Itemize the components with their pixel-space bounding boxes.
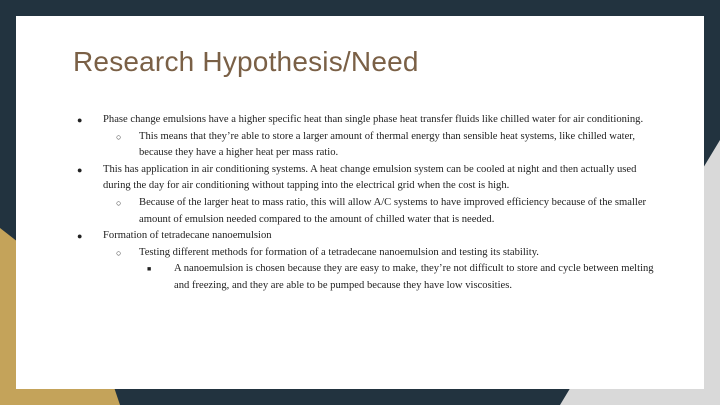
bullet-item bbox=[75, 228, 665, 245]
filled-circle-bullet-icon: ● bbox=[77, 115, 83, 125]
filled-circle-bullet-icon: ● bbox=[77, 231, 83, 242]
bullet-text: Phase change emulsions have a higher specific heat than single phase heat transfer fluids like chilled water for air conditioning. bbox=[103, 114, 644, 125]
bullet-list bbox=[75, 112, 665, 295]
sub-bullet-item bbox=[75, 195, 665, 228]
filled-square-bullet-icon: ■ bbox=[147, 265, 152, 274]
sub-sub-bullet-text: A nanoemulsion is chosen because they are easy to make, they’re not difficult to store and cycle between melting and freezing, and they are able to be pumped because they have low viscosities. bbox=[174, 263, 654, 291]
hollow-circle-bullet-icon: ○ bbox=[116, 131, 122, 142]
sub-bullet-text: Testing different methods for formation of a tetradecane nanoemulsion and testing its stability. bbox=[139, 246, 539, 258]
bullet-text: Formation of tetradecane nanoemulsion bbox=[103, 230, 272, 242]
sub-bullet-item bbox=[75, 245, 665, 262]
hollow-circle-bullet-icon: ○ bbox=[116, 247, 122, 258]
slide-title: Research Hypothesis/Need bbox=[73, 46, 419, 77]
sub-bullet-text: This means that they’re able to store a larger amount of thermal energy than sensible heat systems, like chilled water, because they have a higher heat per mass ratio. bbox=[139, 130, 636, 159]
bullet-item bbox=[75, 112, 665, 129]
sub-bullet-text: Because of the larger heat to mass ratio, this will allow A/C systems to have improved efficiency because of the smaller amount of emulsion needed compared to the amount of chilled water that is needed. bbox=[139, 196, 647, 225]
bullet-text: This has application in air conditioning systems. A heat change emulsion system can be cooled at night and then actually used during the day for air conditioning without tapping into the electrical grid when the cost is high. bbox=[103, 163, 637, 192]
filled-circle-bullet-icon: ● bbox=[77, 164, 83, 175]
sub-sub-bullet-item bbox=[75, 261, 665, 294]
hollow-circle-bullet-icon: ○ bbox=[116, 197, 122, 208]
sub-bullet-item bbox=[75, 129, 665, 162]
bullet-item bbox=[75, 162, 665, 195]
